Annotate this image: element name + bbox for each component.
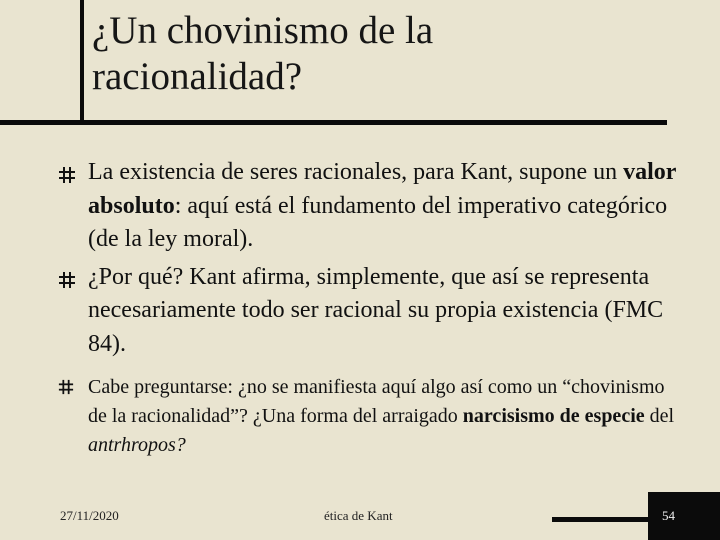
decorative-horizontal-bar: [0, 120, 667, 125]
bullet-item-3: [58, 373, 688, 460]
hash-bullet-icon: [58, 379, 76, 397]
title-line-1: ¿Un chovinismo de la: [92, 9, 434, 52]
hash-bullet-icon: [58, 166, 76, 184]
bullet-item-1: [58, 156, 688, 257]
page-number-bar: [552, 517, 652, 522]
bullet-1-text-pre: La existencia de seres racionales, para Kant, supone un: [88, 159, 624, 185]
bullet-list: [58, 156, 688, 464]
bullet-3-text-bold: narcisismo de especie: [462, 405, 645, 427]
bullet-3-text-italic: antrhropos?: [88, 434, 186, 456]
footer-center-text: ética de Kant: [324, 508, 393, 523]
bullet-1-text-post: : aquí está el fundamento del imperativo categórico (de la ley moral).: [88, 192, 668, 252]
hash-bullet-icon: [58, 271, 76, 289]
slide-title: [92, 8, 692, 100]
decorative-vertical-bar: [80, 0, 84, 124]
bullet-1-text-bold: valor absoluto: [88, 159, 677, 219]
title-line-2: racionalidad?: [92, 55, 303, 98]
bullet-2-text: ¿Por qué? Kant afirma, simplemente, que así se representa necesariamente todo ser racional su propia existencia (FMC 84).: [88, 263, 664, 357]
page-number-box: [648, 492, 720, 540]
bullet-item-2: [58, 261, 688, 362]
bullet-3-text-pre: Cabe preguntarse: ¿no se manifiesta aquí algo así como un “chovinismo de la racionalidad”? ¿Una forma del arraigado: [88, 376, 665, 427]
page-number: 54: [662, 508, 675, 523]
bullet-3-text-mid: del: [644, 405, 675, 427]
footer-date: 27/11/2020: [60, 508, 119, 523]
